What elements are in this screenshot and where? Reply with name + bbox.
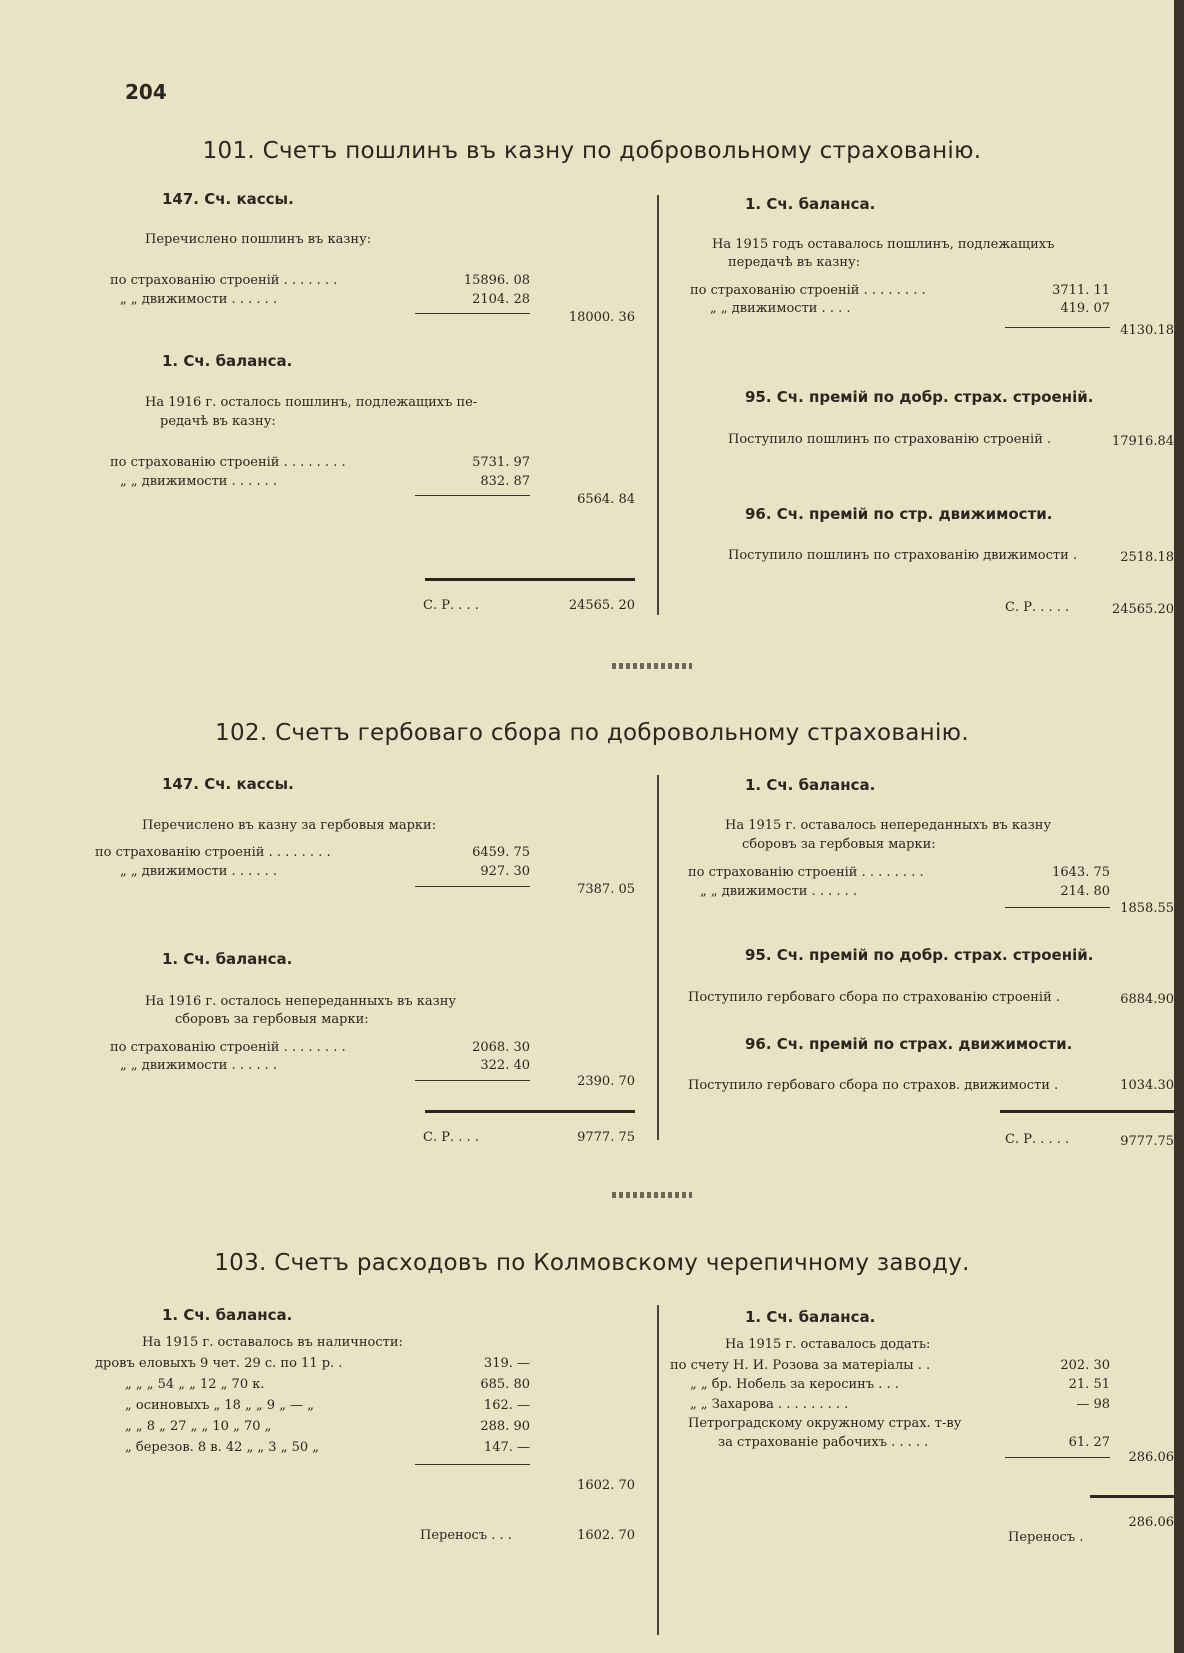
subtotal-rule [415,1080,530,1081]
entry-value: 685. 80 [480,1377,530,1392]
entry-text: На 1915 г. оставалось непереданныхъ въ казну [725,818,1052,833]
entry-value: 319. — [483,1356,530,1371]
entry-label: „ „ Захарова . . . . . . . . . [690,1397,849,1412]
subtotal-value: 7387. 05 [577,882,635,897]
entry-label: дровъ еловыхъ 9 чет. 29 с. по 11 р. . [95,1356,343,1371]
total-label: С. Р. . . . [423,598,479,613]
subtotal-rule [1005,327,1110,328]
entry-label: „ „ движимости . . . . . . [120,864,278,879]
carry-label: Переносъ . [1008,1530,1084,1545]
section-separator [612,1192,692,1198]
account-heading: 1. Сч. баланса. [162,950,293,968]
entry-label: „ „ 8 „ 27 „ „ 10 „ 70 „ [125,1419,272,1434]
entry-text: На 1916 г. осталось пошлинъ, подлежащихъ пе- [145,395,478,410]
entry-label: „ „ движимости . . . . [710,301,851,316]
entry-value: — 98 [1076,1397,1110,1412]
entry-label: по страхованію строеній . . . . . . . . [110,455,346,470]
total-label: С. Р. . . . . [1005,600,1070,615]
entry-text: Поступило пошлинъ по страхованію движимости . [728,548,1078,563]
subtotal-value: 6564. 84 [577,492,635,507]
account-heading: 1. Сч. баланса. [745,776,876,794]
account-heading: 96. Сч. премій по стр. движимости. [745,505,1053,523]
entry-value: 322. 40 [480,1058,530,1073]
entry-label: „ „ движимости . . . . . . [700,884,858,899]
entry-value: 17916.84 [1111,434,1174,449]
total-value: 24565.20 [1111,602,1174,617]
entry-value: 2104. 28 [472,292,530,307]
entry-label: по счету Н. И. Розова за матеріалы . . [670,1358,931,1373]
total-value: 9777.75 [1120,1134,1174,1149]
entry-label: „ „ „ 54 „ „ 12 „ 70 к. [125,1377,265,1392]
entry-value: 3711. 11 [1052,283,1110,298]
entry-text: передачѣ въ казну: [728,255,861,270]
column-divider [657,195,659,615]
section-103-title: 103. Счетъ расходовъ по Колмовскому черепичному заводу. [214,1250,970,1276]
section-separator [612,663,692,669]
subtotal-value: 1602. 70 [577,1478,635,1493]
entry-value: 288. 90 [480,1419,530,1434]
entry-value: 147. — [483,1440,530,1455]
entry-text: Перечислено въ казну за гербовыя марки: [142,818,437,833]
account-heading: 1. Сч. баланса. [162,1306,293,1324]
subtotal-rule [415,495,530,496]
subtotal-rule [415,886,530,887]
entry-value: 419. 07 [1060,301,1110,316]
column-divider [657,775,659,1140]
entry-value: 927. 30 [480,864,530,879]
entry-label: по страхованію строеній . . . . . . . [110,273,338,288]
total-label: С. Р. . . . . [1005,1132,1070,1147]
entry-value: 6884.90 [1120,992,1174,1007]
entry-text: Поступило пошлинъ по страхованію строеній . [728,432,1052,447]
subtotal-value: 4130.18 [1120,323,1174,338]
total-value: 24565. 20 [568,598,635,613]
carry-label: Переносъ . . . [420,1528,512,1543]
subtotal-value: 286.06 [1128,1450,1174,1465]
carry-value: 286.06 [1128,1515,1174,1530]
entry-value: 2068. 30 [472,1040,530,1055]
entry-value: 832. 87 [480,474,530,489]
entry-value: 6459. 75 [472,845,530,860]
entry-text: Поступило гербоваго сбора по страхов. движимости . [688,1078,1059,1093]
entry-label: „ осиновыхъ „ 18 „ „ 9 „ — „ [125,1398,314,1413]
entry-text: Поступило гербоваго сбора по страхованію строеній . [688,990,1061,1005]
entry-label: „ „ движимости . . . . . . [120,1058,278,1073]
entry-label: „ „ движимости . . . . . . [120,474,278,489]
subtotal-rule [1005,1457,1110,1458]
entry-text: На 1915 г. оставалось въ наличности: [142,1335,403,1350]
total-rule [1000,1110,1174,1113]
entry-label: „ „ движимости . . . . . . [120,292,278,307]
total-value: 9777. 75 [577,1130,635,1145]
total-rule [425,1110,635,1113]
entry-label: „ „ бр. Нобель за керосинъ . . . [690,1377,899,1392]
subtotal-value: 2390. 70 [577,1074,635,1089]
entry-text: На 1915 г. оставалось додать: [725,1337,931,1352]
page-number: 204 [125,80,167,104]
entry-value: 214. 80 [1060,884,1110,899]
entry-text: сборовъ за гербовыя марки: [175,1012,369,1027]
entry-label: по страхованію строеній . . . . . . . . [95,845,331,860]
entry-value: 162. — [483,1398,530,1413]
entry-label: за страхованіе рабочихъ . . . . . [718,1435,929,1450]
total-label: С. Р. . . . [423,1130,479,1145]
account-heading: 1. Сч. баланса. [162,352,293,370]
column-divider [657,1305,659,1635]
account-heading: 147. Сч. кассы. [162,190,294,208]
subtotal-rule [415,1464,530,1465]
entry-label: по страхованію строеній . . . . . . . . [110,1040,346,1055]
account-heading: 96. Сч. премій по страх. движимости. [745,1035,1073,1053]
page-edge [1174,0,1184,1653]
account-heading: 1. Сч. баланса. [745,1308,876,1326]
entry-text: На 1915 годъ оставалось пошлинъ, подлежащихъ [712,237,1055,252]
carry-value: 1602. 70 [577,1528,635,1543]
entry-text: Петроградскому окружному страх. т-ву [688,1416,962,1431]
subtotal-rule [415,313,530,314]
entry-label: по страхованію строеній . . . . . . . . [690,283,926,298]
section-101-title: 101. Счетъ пошлинъ въ казну по добровольному страхованію. [202,138,982,164]
subtotal-value: 18000. 36 [568,310,635,325]
account-heading: 147. Сч. кассы. [162,775,294,793]
entry-text: На 1916 г. осталось непереданныхъ въ казну [145,994,457,1009]
section-102-title: 102. Счетъ гербоваго сбора по добровольному страхованію. [215,720,969,746]
entry-value: 15896. 08 [463,273,530,288]
entry-value: 5731. 97 [472,455,530,470]
entry-value: 1034.30 [1120,1078,1174,1093]
entry-text: редачѣ въ казну: [160,414,276,429]
account-heading: 95. Сч. премій по добр. страх. строеній. [745,388,1094,406]
entry-value: 21. 51 [1068,1377,1110,1392]
entry-text: сборовъ за гербовыя марки: [742,837,936,852]
subtotal-value: 1858.55 [1120,901,1174,916]
total-rule [425,578,635,581]
account-heading: 1. Сч. баланса. [745,195,876,213]
entry-value: 202. 30 [1060,1358,1110,1373]
subtotal-rule [1005,907,1110,908]
entry-value: 1643. 75 [1052,865,1110,880]
entry-label: „ березов. 8 в. 42 „ „ 3 „ 50 „ [125,1440,319,1455]
total-rule [1090,1495,1174,1498]
account-heading: 95. Сч. премій по добр. страх. строеній. [745,946,1094,964]
entry-text: Перечислено пошлинъ въ казну: [145,232,372,247]
entry-label: по страхованію строеній . . . . . . . . [688,865,924,880]
entry-value: 2518.18 [1120,550,1174,565]
entry-value: 61. 27 [1068,1435,1110,1450]
